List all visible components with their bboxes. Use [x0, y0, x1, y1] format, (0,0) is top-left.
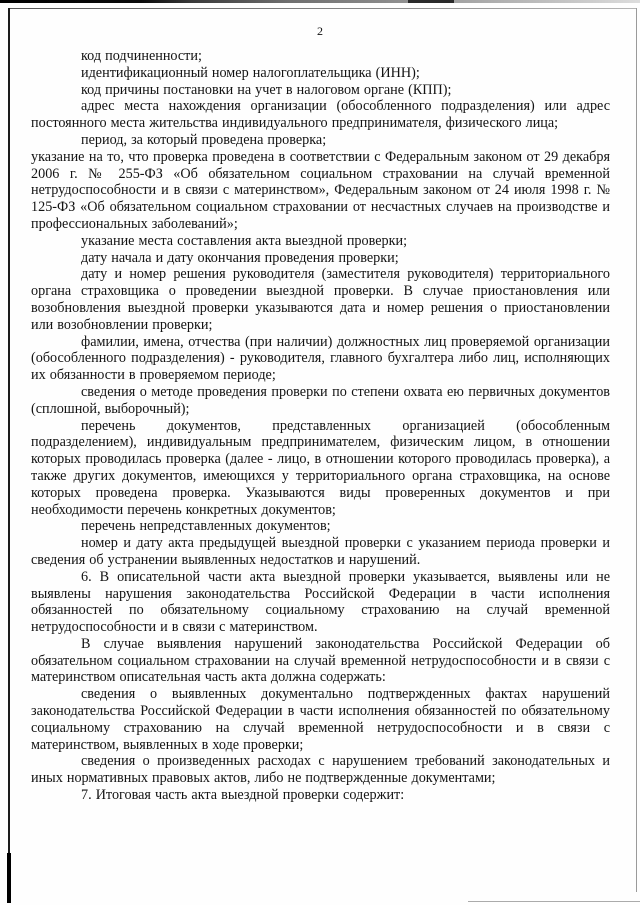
paragraph-section-6: 6. В описательной части акта выездной проверки указывается, выявлены или не выявлены нарушения законодательства Российской Федерации в части исполнения обязанностей по обязательному социальному страхованию на случай временной нетрудоспособности и в связи с материнством.: [31, 568, 610, 636]
page-number: 2: [317, 24, 323, 38]
paragraph-list-item: сведения о выявленных документально подтвержденных фактах нарушений законодательства Российской Федерации в части исполнения обязанностей по обязательному социальному страхованию на случай временной нетрудоспособности и в связи с материнством, выявленных в ходе проверки;: [31, 686, 610, 753]
page-border-right: [636, 8, 637, 892]
paragraph-list-item: перечень документов, представленных организацией (обособленным подразделением), индивидуальным предпринимателем, физическим лицом, в отношении которых проводилась проверка (далее - лицо, в отношении которого проводилась проверка), а также других документов, имеющихся у территориального органа страховщика, на основе которых проведена проверка. Указываются виды проверенных документов и при необходимости перечень конкретных документов;: [31, 417, 610, 518]
page-border-bottom: [468, 901, 640, 902]
paragraph-list-item: указание места составления акта выездной проверки;: [81, 232, 408, 249]
paragraph-list-item: код подчиненности;: [81, 48, 202, 64]
scan-edge-top: [0, 0, 640, 3]
paragraph-list-item: период, за который проведена проверка;: [81, 131, 327, 148]
scan-edge-bottom-left: [7, 853, 11, 903]
paragraph-list-item: перечень непредставленных документов;: [81, 518, 331, 535]
paragraph-list-item: дату и номер решения руководителя (заместителя руководителя) территориального органа страховщика о проведении выездной проверки. В случае приостановления или возобновления выездной проверки указываются дата и номер решения о приостановлении или возобновлении проверки;: [31, 266, 610, 333]
scan-edge-top-dash: [408, 0, 454, 3]
paragraph-list-item: В случае выявления нарушений законодательства Российской Федерации об обязательном социальном страховании на случай временной нетрудоспособности и в связи с материнством описательная часть акта должна содержать:: [31, 635, 610, 686]
page-border-left: [8, 8, 10, 903]
paragraph-list-item: идентификационный номер налогоплательщика (ИНН);: [81, 64, 420, 81]
paragraph-list-item: фамилии, имена, отчества (при наличии) должностных лиц проверяемой организации (обособленного подразделения) - руководителя, главного бухгалтера либо лиц, исполняющих их обязанности в проверяемом периоде;: [31, 333, 610, 384]
page-border-top: [8, 8, 637, 9]
paragraph-list-item: сведения о методе проведения проверки по степени охвата ею первичных документов (сплошной, выборочный);: [31, 383, 610, 417]
paragraph-list-item: дату начала и дату окончания проведения проверки;: [81, 249, 399, 266]
paragraph-section-7: 7. Итоговая часть акта выездной проверки содержит:: [81, 787, 405, 804]
paragraph-list-item: сведения о произведенных расходах с нарушением требований законодательных и иных нормативных правовых актов, либо не подтвержденные документами;: [31, 753, 610, 787]
paragraph-list-item: номер и дату акта предыдущей выездной проверки с указанием периода проверки и сведения об устранении выявленных недостатков и нарушений.: [31, 535, 610, 568]
paragraph-list-item: адрес места нахождения организации (обособленного подразделения) или адрес постоянного места жительства индивидуального предпринимателя, физического лица;: [31, 98, 610, 132]
paragraph-list-item: код причины постановки на учет в налоговом органе (КПП);: [81, 81, 452, 98]
paragraph-federal-laws: указание на то, что проверка проведена в соответствии с Федеральным законом от 29 декабря 2006 г. № 255-ФЗ «Об обязательном социальном страховании на случай временной нетрудоспособности и в связи с материнством», Федеральным законом от 24 июля 1998 г. № 125-ФЗ «Об обязательном социальном страховании от несчастных случаев на производстве и профессиональных заболеваний»;: [31, 148, 610, 232]
document-body: [31, 48, 610, 804]
